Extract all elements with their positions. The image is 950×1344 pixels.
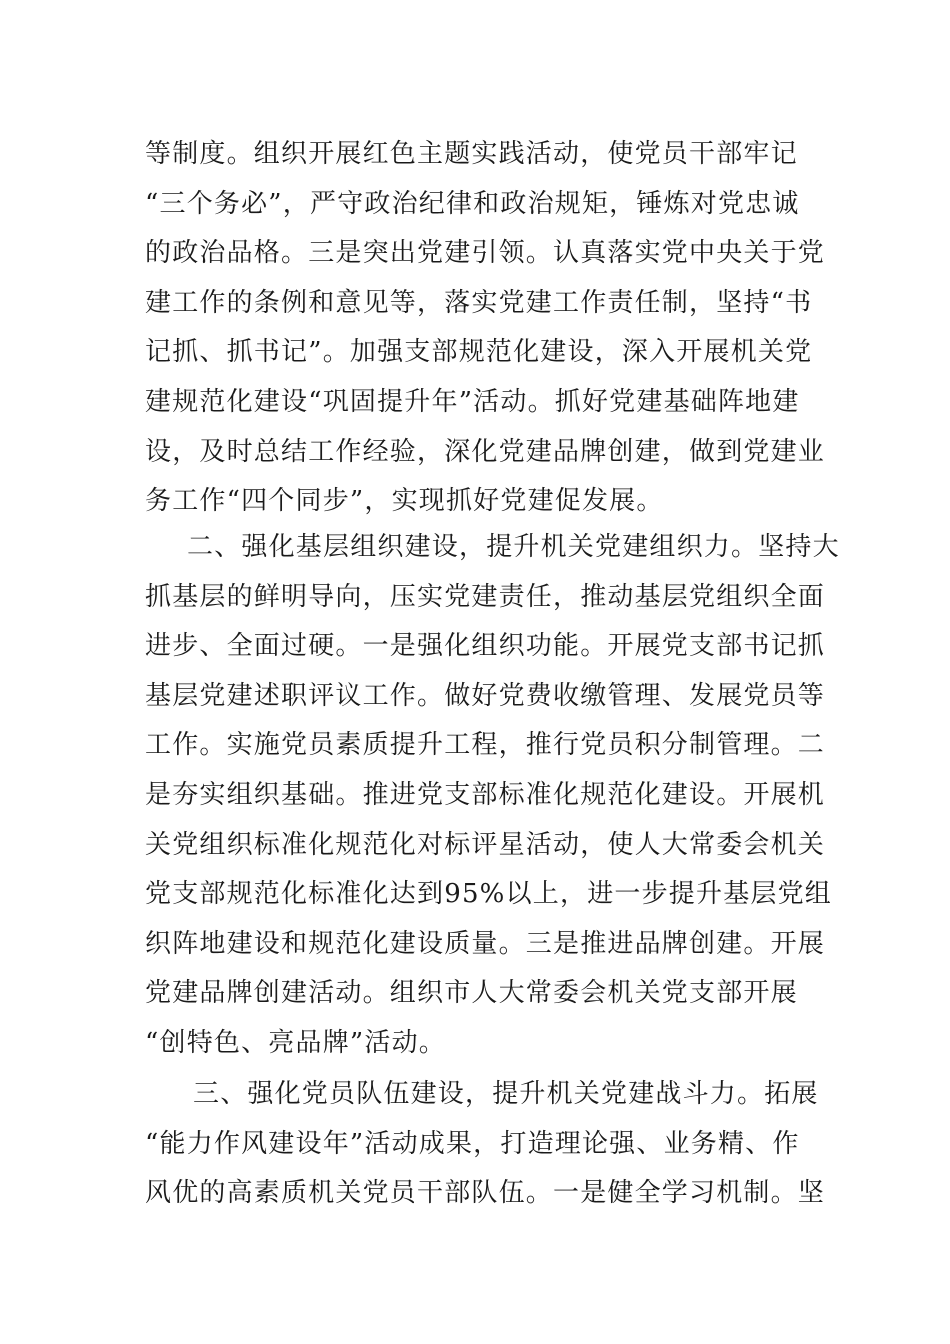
text-line: 工作。实施党员素质提升工程，推行党员积分制管理。二 — [145, 730, 826, 761]
text-line: 的政治品格。三是突出党建引领。认真落实党中央关于党 — [145, 238, 826, 269]
text-line: 三、强化党员队伍建设，提升机关党建战斗力。拓展 — [193, 1079, 819, 1109]
text-line: 关党组织标准化规范化对标评星活动，使人大常委会机关 — [145, 829, 826, 860]
text-line: 抓基层的鲜明导向，压实党建责任，推动基层党组织全面 — [145, 581, 826, 612]
text-line: 务工作“四个同步”，实现抓好党建促发展。 — [145, 486, 664, 517]
text-line: 二、强化基层组织建设，提升机关党建组织力。坚持大 — [187, 532, 840, 562]
text-line: 是夯实组织基础。推进党支部标准化规范化建设。开展机 — [145, 779, 826, 810]
text-line: 设，及时总结工作经验，深化党建品牌创建，做到党建业 — [145, 436, 826, 467]
paragraph-3 — [145, 1070, 826, 1219]
paragraph-1 — [145, 130, 826, 527]
text-line: 基层党建述职评议工作。做好党费收缴管理、发展党员等 — [145, 680, 826, 711]
text-line: 等制度。组织开展红色主题实践活动，使党员干部牢记 — [145, 139, 798, 169]
text-line: 风优的高素质机关党员干部队伍。一是健全学习机制。坚 — [145, 1178, 826, 1209]
text-line: 党建品牌创建活动。组织市人大常委会机关党支部开展 — [145, 978, 798, 1009]
text-line: 织阵地建设和规范化建设质量。三是推进品牌创建。开展 — [145, 928, 826, 959]
paragraph-2 — [145, 523, 840, 1069]
text-line: “三个务必”，严守政治纪律和政治规矩，锤炼对党忠诚 — [145, 188, 800, 219]
text-line: “创特色、亮品牌”活动。 — [145, 1027, 446, 1058]
text-line: 建规范化建设“巩固提升年”活动。抓好党建基础阵地建 — [145, 386, 800, 417]
text-line: 党支部规范化标准化达到95%以上，进一步提升基层党组 — [145, 879, 832, 910]
text-line: 建工作的条例和意见等，落实党建工作责任制，坚持“书 — [145, 287, 813, 318]
text-line: “能力作风建设年”活动成果，打造理论强、业务精、作 — [145, 1128, 800, 1159]
text-line: 进步、全面过硬。一是强化组织功能。开展党支部书记抓 — [145, 631, 826, 662]
text-line: 记抓、抓书记”。加强支部规范化建设，深入开展机关党 — [145, 337, 813, 368]
